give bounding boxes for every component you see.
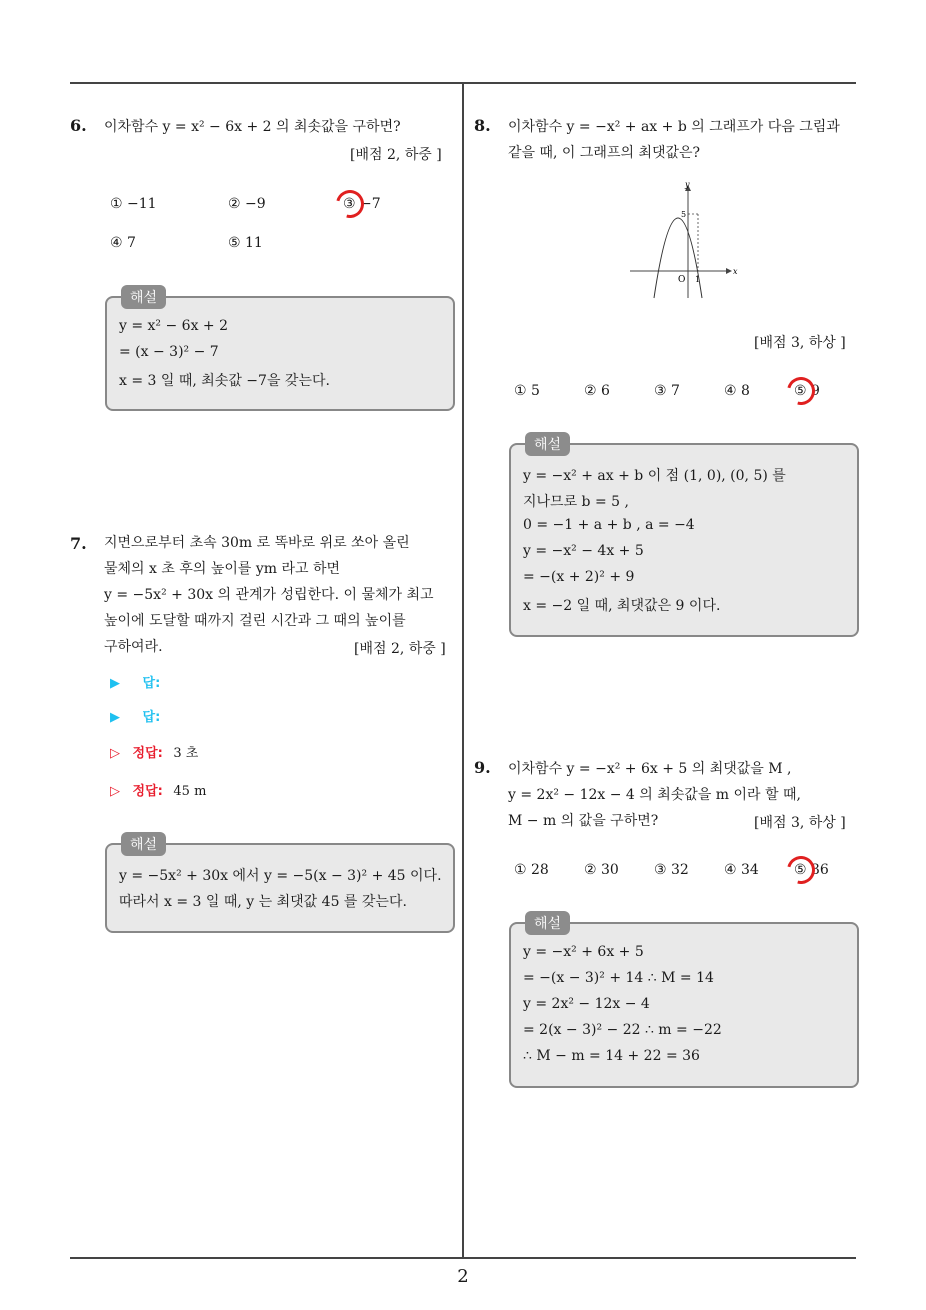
correct-value: 45 m [173, 784, 207, 799]
correct-answer-row-2 [110, 780, 206, 799]
solution-tag: 해설 [121, 285, 166, 309]
choice-2[interactable]: ② −9 [228, 196, 266, 212]
solution-line: y = −5x² + 30x 에서 y = −5(x − 3)² + 45 이다. [119, 868, 442, 884]
page-number: 2 [457, 1266, 469, 1287]
answer-circle-mark [782, 851, 820, 889]
solution-tag: 해설 [525, 432, 570, 456]
question-number: 8. [474, 116, 491, 135]
question-number: 6. [70, 116, 87, 135]
solution-box [509, 916, 859, 1088]
answer-circle-mark [331, 185, 369, 223]
choice-1[interactable]: ① 5 [514, 383, 540, 399]
question-text-line: 높이에 도달할 때까지 걸린 시간과 그 때의 높이를 [104, 613, 406, 629]
solution-line: y = −x² + ax + b 이 점 (1, 0), (0, 5) 를 [523, 468, 786, 484]
y-axis-label: y [685, 180, 690, 189]
answer-circle-mark [782, 372, 820, 410]
correct-label: 정답: [132, 784, 163, 799]
choice-5[interactable]: ⑤ 11 [228, 235, 263, 251]
x-tick-label: 1 [695, 275, 701, 284]
y-tick-label: 5 [681, 210, 687, 219]
question-text-line: 같을 때, 이 그래프의 최댓값은? [508, 145, 701, 161]
choice-5[interactable]: ⑤ 9 [794, 383, 820, 399]
play-icon: ▶ [110, 676, 120, 691]
origin-label: O [678, 275, 686, 285]
outline-play-icon: ▷ [110, 784, 120, 799]
choice-2[interactable]: ② 6 [584, 383, 610, 399]
solution-line: 지나므로 b = 5 , [523, 494, 629, 510]
points-label: [배점 2, 하중 ] [350, 147, 442, 163]
correct-value: 3 초 [173, 746, 199, 761]
solution-tag: 해설 [121, 832, 166, 856]
solution-line: ∴ M − m = 14 + 22 = 36 [523, 1048, 700, 1064]
solution-box [105, 290, 455, 411]
question-number: 7. [70, 534, 87, 553]
solution-line: = (x − 3)² − 7 [119, 344, 219, 360]
solution-line: x = −2 일 때, 최댓값은 9 이다. [523, 598, 721, 614]
question-text-line: 구하여라. [104, 639, 163, 655]
solution-line: x = 3 일 때, 최솟값 −7을 갖는다. [119, 373, 330, 389]
answer-label: 답: [142, 676, 161, 691]
points-label: [배점 3, 하상 ] [754, 815, 846, 831]
solution-line: y = 2x² − 12x − 4 [523, 996, 650, 1012]
choice-4[interactable]: ④ 8 [724, 383, 750, 399]
points-label: [배점 3, 하상 ] [754, 335, 846, 351]
choice-1[interactable]: ① 28 [514, 862, 549, 878]
solution-line: = −(x − 3)² + 14 ∴ M = 14 [523, 970, 714, 986]
solution-line: 따라서 x = 3 일 때, y 는 최댓값 45 를 갖는다. [119, 894, 407, 910]
choice-4[interactable]: ④ 34 [724, 862, 759, 878]
question-text-line: 이차함수 y = −x² + 6x + 5 의 최댓값을 M , [508, 761, 792, 777]
question-text-line: 물체의 x 초 후의 높이를 ym 라고 하면 [104, 561, 341, 577]
solution-tag: 해설 [525, 911, 570, 935]
choice-3[interactable]: ③ 32 [654, 862, 689, 878]
x-axis-label: x [733, 267, 738, 276]
parabola-graph [626, 178, 742, 302]
question-text-line: 지면으로부터 초속 30m 로 똑바로 위로 쏘아 올린 [104, 535, 410, 551]
choice-4[interactable]: ④ 7 [110, 235, 136, 251]
points-label: [배점 2, 하중 ] [354, 641, 446, 657]
correct-answer-row-1 [110, 742, 198, 761]
solution-line: y = −x² + 6x + 5 [523, 944, 644, 960]
outline-play-icon: ▷ [110, 746, 120, 761]
column-divider [462, 82, 464, 1259]
solution-line: y = x² − 6x + 2 [119, 318, 229, 334]
solution-line: y = −x² − 4x + 5 [523, 543, 644, 559]
solution-box [509, 437, 859, 637]
choice-3[interactable]: ③ 7 [654, 383, 680, 399]
choice-3[interactable]: ③ −7 [343, 196, 381, 212]
question-number: 9. [474, 758, 491, 777]
play-icon: ▶ [110, 710, 120, 725]
question-text-line: y = −5x² + 30x 의 관계가 성립한다. 이 물체가 최고 [104, 587, 434, 603]
solution-line: = 2(x − 3)² − 22 ∴ m = −22 [523, 1022, 722, 1038]
choice-5[interactable]: ⑤ 36 [794, 862, 829, 878]
answer-row-2 [110, 706, 160, 725]
answer-label: 답: [142, 710, 161, 725]
solution-line: 0 = −1 + a + b , a = −4 [523, 517, 695, 533]
correct-label: 정답: [132, 746, 163, 761]
question-text: 이차함수 y = x² − 6x + 2 의 최솟값을 구하면? [104, 119, 401, 135]
solution-box [105, 837, 455, 933]
answer-row-1 [110, 672, 160, 691]
question-text-line: M − m 의 값을 구하면? [508, 813, 659, 829]
question-text-line: 이차함수 y = −x² + ax + b 의 그래프가 다음 그림과 [508, 119, 840, 135]
choice-1[interactable]: ① −11 [110, 196, 157, 212]
choice-2[interactable]: ② 30 [584, 862, 619, 878]
solution-line: = −(x + 2)² + 9 [523, 569, 635, 585]
question-text-line: y = 2x² − 12x − 4 의 최솟값을 m 이라 할 때, [508, 787, 801, 803]
